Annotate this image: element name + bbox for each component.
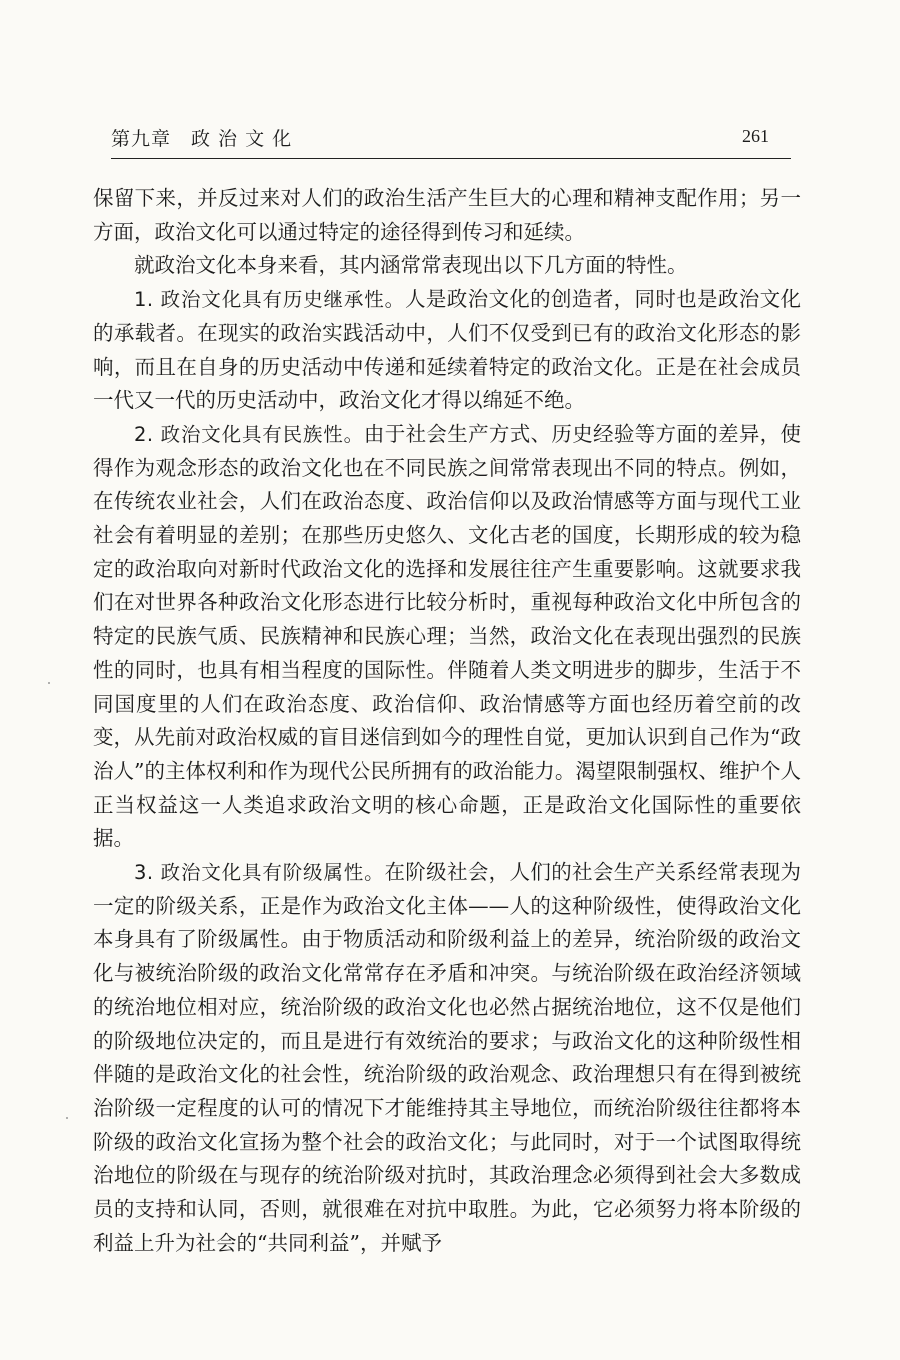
- paragraph-lead: 1. 政治文化具有历史继承性。: [134, 288, 405, 312]
- paragraph-text: 人是政治文化的创造者，同时也是政治文化的承载者。在现实的政治实践活动中，人们不仅受到已有的政治文化形态的影响，而且在自身的历史活动中传递和延续着特定的政治文化。正是在社会成员一代又一代的历史活动中，政治文化才得以绵延不绝。: [93, 287, 801, 413]
- paragraph-text: 就政治文化本身来看，其内涵常常表现出以下几方面的特性。: [134, 253, 688, 278]
- paragraph-text: 保留下来，并反过来对人们的政治生活产生巨大的心理和精神支配作用；另一方面，政治文化可以通过特定的途径得到传习和延续。: [93, 186, 801, 244]
- paragraph-lead: 2. 政治文化具有民族性。: [134, 422, 364, 446]
- paragraph-item-2: [93, 418, 801, 856]
- paragraph-lead: 3. 政治文化具有阶级属性。: [134, 861, 385, 885]
- header-divider: [111, 158, 791, 159]
- paragraph-continued: [93, 182, 801, 249]
- paragraph-text: 在阶级社会，人们的社会生产关系经常表现为一定的阶级关系，正是作为政治文化主体——人的这种阶级性，使得政治文化本身具有了阶级属性。由于物质活动和阶级利益上的差异，统治阶级的政治文化与被统治阶级的政治文化常常存在矛盾和冲突。与统治阶级在政治经济领域的统治地位相对应，统治阶级的政治文化也必然占据统治地位，这不仅是他们的阶级地位决定的，而且是进行有效统治的要求；与政治文化的这种阶级性相伴随的是政治文化的社会性，统治阶级的政治观念、政治理想只有在得到被统治阶级一定程度的认可的情况下才能维持其主导地位，而统治阶级往往都将本阶级的政治文化宣扬为整个社会的政治文化；与此同时，对于一个试图取得统治地位的阶级在与现存的统治阶级对抗时，其政治理念必须得到社会大多数成员的支持和认同，否则，就很难在对抗中取胜。为此，它必须努力将本阶级的利益上升为社会的“共同利益”，并赋予: [93, 860, 802, 1255]
- paper-speck: [66, 1117, 68, 1119]
- body-text: [93, 182, 801, 1261]
- chapter-title: 第九章 政 治 文 化: [111, 128, 293, 150]
- paragraph-intro: [93, 249, 801, 283]
- running-header: [111, 122, 791, 156]
- paragraph-item-1: [93, 283, 801, 418]
- page-number: 261: [742, 126, 769, 146]
- paper-speck: [48, 682, 50, 684]
- paragraph-item-3: [93, 856, 801, 1260]
- paragraph-text: 由于社会生产方式、历史经验等方面的差异，使得作为观念形态的政治文化也在不同民族之间常常表现出不同的特点。例如，在传统农业社会，人们在政治态度、政治信仰以及政治情感等方面与现代工业社会有着明显的差别；在那些历史悠久、文化古老的国度，长期形成的较为稳定的政治取向对新时代政治文化的选择和发展往往产生重要影响。这就要求我们在对世界各种政治文化形态进行比较分析时，重视每种政治文化中所包含的特定的民族气质、民族精神和民族心理；当然，政治文化在表现出强烈的民族性的同时，也具有相当程度的国际性。伴随着人类文明进步的脚步，生活于不同国度里的人们在政治态度、政治信仰、政治情感等方面也经历着空前的改变，从先前对政治权威的盲目迷信到如今的理性自觉，更加认识到自己作为“政治人”的主体权利和作为现代公民所拥有的政治能力。渴望限制强权、维护个人正当权益这一人类追求政治文明的核心命题，正是政治文化国际性的重要依据。: [93, 421, 801, 851]
